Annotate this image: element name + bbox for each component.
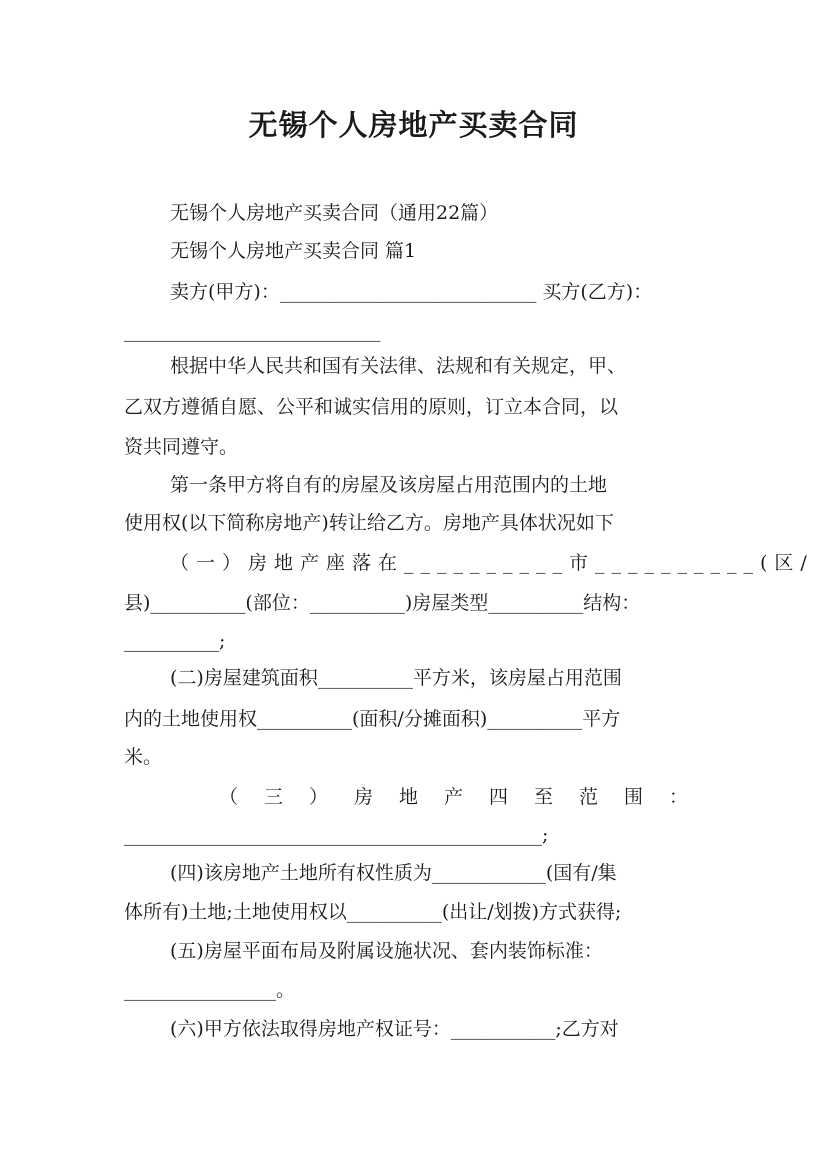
clause-line: 县)__________(部位：__________)房屋类型__________结构：: [124, 592, 641, 614]
clause-line: ________________。: [124, 979, 296, 1001]
clause-line: 内的土地使用权__________(面积/分摊面积)__________平方: [124, 708, 621, 730]
clause-line: （一）房地产座落在__________市__________(区/: [170, 552, 814, 574]
clause-line: (五)房屋平面布局及附属设施状况、套内装饰标准：: [170, 940, 603, 962]
clause-line: 米。: [124, 746, 163, 768]
paragraph-line: 使用权(以下简称房地产)转让给乙方。房地产具体状况如下: [124, 512, 614, 534]
document-title: 无锡个人房地产买卖合同: [248, 108, 579, 142]
paragraph-line: 根据中华人民共和国有关法律、法规和有关规定，甲、: [170, 355, 627, 377]
clause-line: (四)该房地产土地所有权性质为____________(国有/集: [170, 862, 617, 884]
section-heading: 无锡个人房地产买卖合同 篇1: [170, 240, 417, 262]
clause-line: （三）房地产四至范围：: [219, 786, 715, 808]
paragraph-line: 乙双方遵循自愿、公平和诚实信用的原则，订立本合同，以: [124, 396, 619, 418]
seller-buyer-line: 卖方(甲方)：___________________________ 买方(乙方)：: [170, 281, 653, 303]
subtitle-line: 无锡个人房地产买卖合同（通用22篇）: [170, 202, 499, 224]
clause-line: (二)房屋建筑面积__________平方米，该房屋占用范围: [170, 667, 622, 689]
clause-line: (六)甲方依法取得房地产权证号：___________;乙方对: [170, 1018, 619, 1040]
paragraph-line: 资共同遵守。: [124, 436, 239, 458]
paragraph-line: 第一条甲方将自有的房屋及该房屋占用范围内的土地: [170, 474, 608, 496]
clause-line: 体所有)土地;土地使用权以__________(出让/划拨)方式获得;: [124, 901, 622, 923]
clause-line: ____________________________________________;: [124, 824, 549, 846]
clause-line: __________;: [124, 630, 226, 652]
buyer-blank-line: ___________________________: [124, 320, 381, 342]
